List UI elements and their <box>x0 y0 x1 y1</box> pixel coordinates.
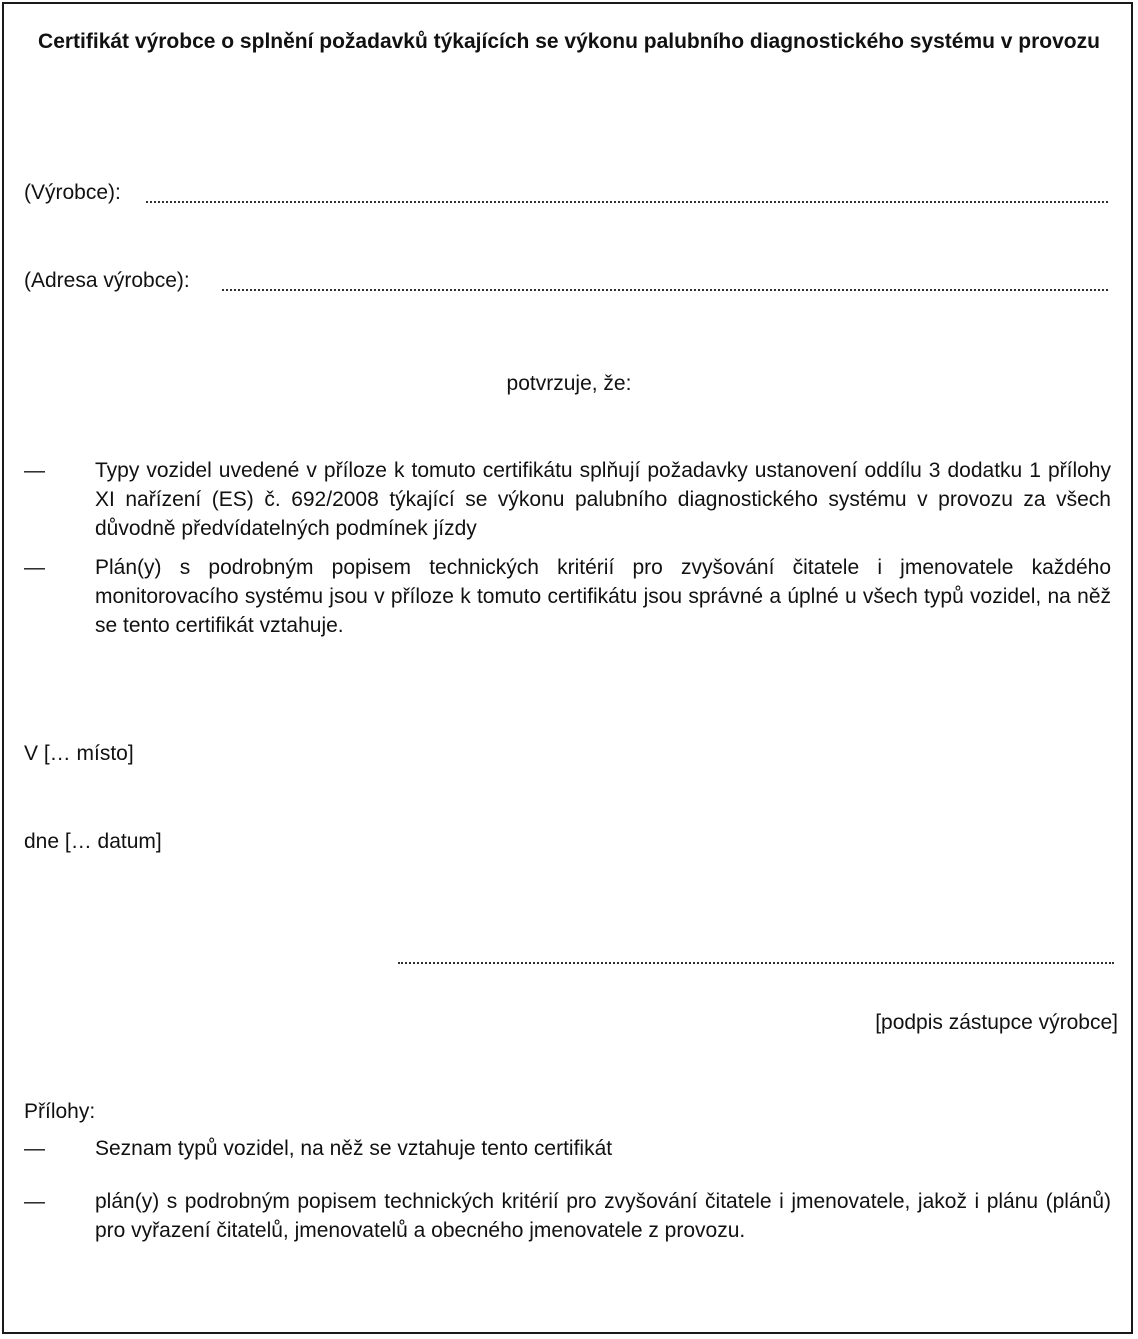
manufacturer-fill-line <box>146 201 1108 203</box>
manufacturer-label: (Výrobce): <box>24 181 121 204</box>
statement-2-dash: — <box>24 556 45 579</box>
statement-1-dash: — <box>24 459 45 482</box>
attachment-2-dash: — <box>24 1190 45 1213</box>
statement-1: Typy vozidel uvedené v příloze k tomuto certifikátu splňují požadavky ustanovení oddílu 3 dodatku 1 přílohy XI nařízení (ES) č. 692/2008 týkající se výkonu palubního diagnostického systému v provozu za všech důvodně předvídatelných podmínek jízdy <box>95 459 1111 540</box>
address-label: (Adresa výrobce): <box>24 269 190 292</box>
certificate-title: Certifikát výrobce o splnění požadavků týkajících se výkonu palubního diagnostického systému v provozu <box>38 30 1100 53</box>
attachment-1-dash: — <box>24 1137 45 1160</box>
signature-label: [podpis zástupce výrobce] <box>875 1011 1118 1034</box>
confirms-text: potvrzuje, že: <box>506 372 632 395</box>
address-fill-line <box>222 289 1108 291</box>
attachment-1: Seznam typů vozidel, na něž se vztahuje tento certifikát <box>95 1137 613 1160</box>
signature-line <box>398 962 1114 964</box>
date-text: dne [… datum] <box>24 830 162 853</box>
attachments-heading: Přílohy: <box>24 1100 96 1123</box>
place-text: V [… místo] <box>24 742 134 765</box>
attachment-2: plán(y) s podrobným popisem technických kritérií pro zvyšování čitatele i jmenovatele, jakož i plánu (plánů) pro vyřazení čitatelů, jmenovatelů a obecného jmenovatele z provozu. <box>95 1190 1111 1242</box>
statement-2: Plán(y) s podrobným popisem technických kritérií pro zvyšování čitatele i jmenovatele každého monitorovacího systému jsou v příloze k tomuto certifikátu jsou správné a úplné u všech typů vozidel, na něž se tento certifikát vztahuje. <box>95 556 1111 637</box>
